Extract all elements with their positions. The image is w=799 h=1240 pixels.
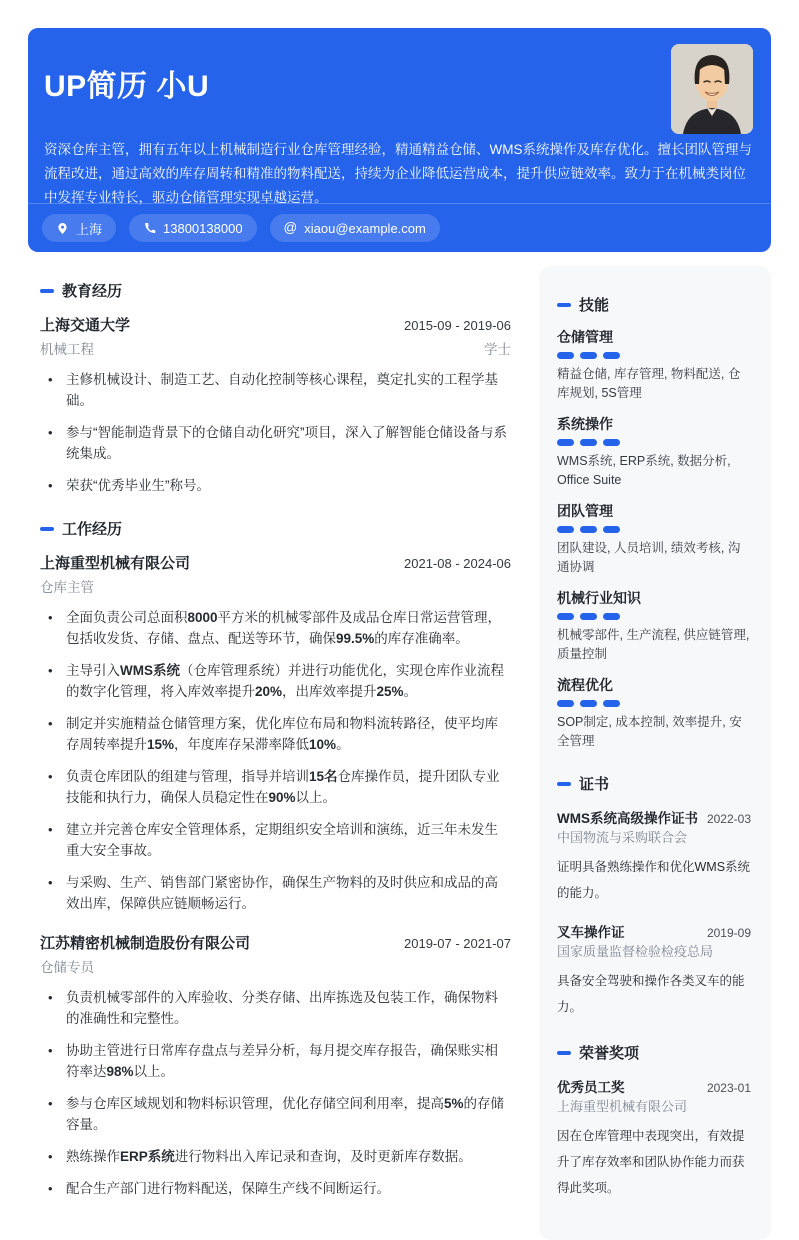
contact-label: 上海 [76,221,103,237]
item-title: 上海交通大学 [40,317,131,334]
credential-description: 具备安全驾驶和操作各类叉车的能力。 [557,974,745,1014]
section-skills [557,294,751,751]
skill-name: 仓储管理 [557,329,613,345]
credential-date: 2022-03 [706,812,751,826]
credential-description: 证明具备熟练操作和优化WMS系统的能力。 [557,860,751,900]
at-icon: @ [283,220,298,236]
skill-item [557,415,751,490]
skill-level-pill [603,700,620,707]
skill-level-pill [557,439,574,446]
contact-chip[interactable] [270,214,440,242]
skill-item [557,589,751,664]
skill-level-pill [557,526,574,533]
credential-name: WMS系统高级操作证书 [557,811,698,826]
skill-level-pill [557,613,574,620]
bullet-point: • 主修机械设计、制造工艺、自动化控制等核心课程，奠定扎实的工程学基础。 [40,369,511,411]
bullet-list [40,369,511,496]
section-dash-icon [557,1051,571,1055]
section-header [40,518,511,539]
item-subtitle: 仓库主管 [40,580,94,595]
skill-level-pill [603,352,620,359]
skill-item [557,328,751,403]
item-title: 上海重型机械有限公司 [40,555,191,572]
skill-keywords: SOP制定, 成本控制, 效率提升, 安全管理 [557,715,742,748]
bullet-point: • 参与“智能制造背景下的仓储自动化研究”项目，深入了解智能仓储设备与系统集成。 [40,422,511,464]
bullet-point: • 制定并实施精益仓储管理方案，优化库位布局和物料流转路径，使平均库存周转率提升15%，年度库存呆滞率降低10%。 [40,713,511,755]
profile-photo [671,44,753,134]
resume-header [28,28,771,252]
skill-keywords: 机械零部件, 生产流程, 供应链管理, 质量控制 [557,628,750,661]
section-header [557,294,751,315]
section-header [40,280,511,301]
section-title: 荣誉奖项 [579,1045,640,1062]
section-title: 教育经历 [62,283,123,300]
bullet-point: • 负责机械零部件的入库验收、分类存储、出库拣选及包装工作，确保物料的准确性和完整性。 [40,987,511,1029]
section-awards [557,1042,751,1201]
portrait-illustration [671,44,753,134]
bullet-point: • 参与仓库区域规划和物料标识管理，优化存储空间利用率，提高5%的存储容量。 [40,1093,511,1135]
bullet-list [40,607,511,914]
section-title: 技能 [579,297,610,314]
skill-level-pills [557,526,751,533]
skill-level-pill [580,700,597,707]
credential-description: 因在仓库管理中表现突出，有效提升了库存效率和团队协作能力而获得此奖项。 [557,1129,745,1195]
skill-keywords: WMS系统, ERP系统, 数据分析, Office Suite [557,454,731,487]
skill-level-pill [580,352,597,359]
section-header [557,1042,751,1063]
skill-keywords: 团队建设, 人员培训, 绩效考核, 沟通协调 [557,541,741,574]
credential-name: 优秀员工奖 [557,1080,625,1095]
side-card [539,266,771,1240]
item-extra: 学士 [484,342,511,357]
item-date: 2019-07 - 2021-07 [404,936,511,951]
section-dash-icon [40,289,54,293]
section-certificates [557,773,751,1020]
certificates-list [557,807,751,1020]
credential-issuer: 上海重型机械有限公司 [557,1099,688,1114]
awards-list [557,1076,751,1201]
skill-item [557,502,751,577]
skill-level-pill [557,700,574,707]
page-title: UP简历 小U [44,70,210,103]
skill-name: 流程优化 [557,677,613,693]
section-header [557,773,751,794]
section-dash-icon [557,303,571,307]
credential-date: 2019-09 [706,926,751,940]
skill-level-pill [557,352,574,359]
phone-icon [143,222,156,235]
education-list [40,314,511,496]
contact-chip[interactable] [129,214,257,242]
credential-date: 2023-01 [706,1081,751,1095]
skill-item [557,676,751,751]
left-column [28,266,511,1240]
contact-label: 13800138000 [163,220,243,236]
skill-name: 团队管理 [557,503,613,519]
skill-level-pill [603,526,620,533]
section-work [40,518,511,1199]
item-subtitle: 机械工程 [40,342,94,357]
item-date: 2015-09 - 2019-06 [404,318,511,333]
skill-level-pills [557,613,751,620]
skill-level-pills [557,352,751,359]
section-dash-icon [40,527,54,531]
credential-issuer: 中国物流与采购联合会 [557,830,688,845]
bullet-point: • 熟练操作ERP系统进行物料出入库记录和查询，及时更新库存数据。 [40,1146,511,1167]
item-title: 江苏精密机械制造股份有限公司 [40,935,251,952]
section-title: 工作经历 [62,521,123,538]
skill-level-pill [580,439,597,446]
skill-keywords: 精益仓储, 库存管理, 物料配送, 仓库规划, 5S管理 [557,367,741,400]
credential-item [557,1076,751,1201]
contact-label: xiaou@example.com [304,220,426,236]
skill-level-pill [603,439,620,446]
credential-item [557,921,751,1020]
work-list [40,552,511,1199]
bullet-list [40,987,511,1199]
experience-item [40,932,511,1199]
skill-level-pill [580,526,597,533]
contact-bar [28,203,771,252]
skills-list [557,328,751,751]
resume-body [28,266,771,1240]
experience-item [40,552,511,914]
bullet-point: • 建立并完善仓库安全管理体系，定期组织安全培训和演练，近三年未发生重大安全事故。 [40,819,511,861]
skill-name: 系统操作 [557,416,613,432]
skill-level-pill [580,613,597,620]
section-education [40,280,511,496]
bullet-point: • 与采购、生产、销售部门紧密协作，确保生产物料的及时供应和成品的高效出库，保障供应链顺畅运行。 [40,872,511,914]
section-title: 证书 [579,776,610,793]
bullet-point: • 配合生产部门进行物料配送，保障生产线不间断运行。 [40,1178,511,1199]
section-dash-icon [557,782,571,786]
location-icon [56,222,69,235]
skill-name: 机械行业知识 [557,590,641,606]
skill-level-pills [557,439,751,446]
item-subtitle: 仓储专员 [40,960,94,975]
bullet-point: • 主导引入WMS系统（仓库管理系统）并进行功能优化，实现仓库作业流程的数字化管理，将入库效率提升20%，出库效率提升25%。 [40,660,511,702]
profile-summary: 资深仓库主管，拥有五年以上机械制造行业仓库管理经验，精通精益仓储、WMS系统操作及库存优化。擅长团队管理与流程改进，通过高效的库存周转和精准的物料配送，持续为企业降低运营成本，提升供应链效率。致力于在机械类岗位中发挥专业特长，驱动仓储管理实现卓越运营。 [44,142,752,205]
bullet-point: • 协助主管进行日常库存盘点与差异分析，每月提交库存报告，确保账实相符率达98%以上。 [40,1040,511,1082]
credential-item [557,807,751,906]
credential-issuer: 国家质量监督检验检疫总局 [557,944,714,959]
bullet-point: • 负责仓库团队的组建与管理，指导并培训15名仓库操作员，提升团队专业技能和执行力，确保人员稳定性在90%以上。 [40,766,511,808]
bullet-point: • 全面负责公司总面积8000平方米的机械零部件及成品仓库日常运营管理，包括收发货、存储、盘点、配送等环节，确保99.5%的库存准确率。 [40,607,511,649]
skill-level-pills [557,700,751,707]
experience-item [40,314,511,496]
bullet-point: • 荣获“优秀毕业生”称号。 [40,475,511,496]
skill-level-pill [603,613,620,620]
contact-chip[interactable] [42,214,116,242]
item-date: 2021-08 - 2024-06 [404,556,511,571]
credential-name: 叉车操作证 [557,925,625,940]
